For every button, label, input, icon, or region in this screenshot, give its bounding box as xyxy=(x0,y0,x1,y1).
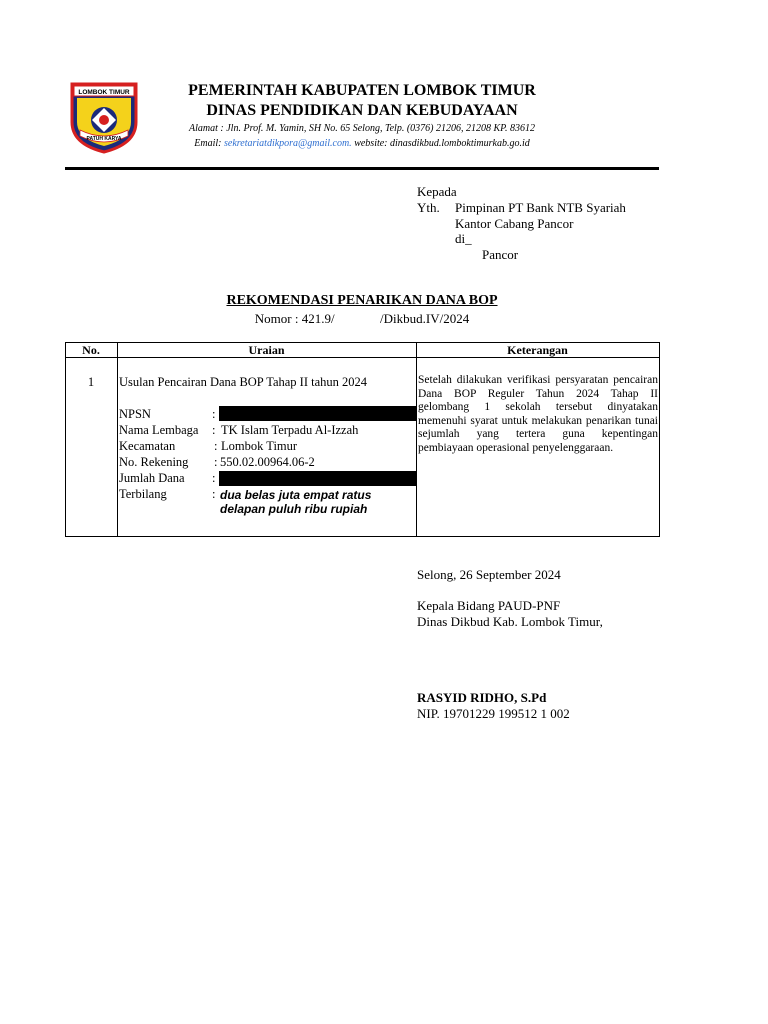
row-title: Usulan Pencairan Dana BOP Tahap II tahun 2024 xyxy=(119,375,368,389)
recipient-line3: di_ xyxy=(455,231,472,246)
header-uraian: Uraian xyxy=(248,343,285,357)
redaction-npsn xyxy=(219,406,416,421)
row-keterangan: Setelah dilakukan verifikasi persyaratan pencairan Dana BOP Reguler Tahun 2024 Tahap II gelombang 1 sekolah tersebut dinyatakan memenuhi syarat untuk melakukan penarikan tunai sejumlah yang tertera guna kepentingan pembiayaan operasional penyelenggaraan. xyxy=(418,374,658,454)
header-no: No. xyxy=(82,343,100,357)
email-link[interactable]: sekretariatdikpora@gmail.com. xyxy=(223,138,352,149)
letterhead-line2: DINAS PENDIDIKAN DAN KEBUDAYAAN xyxy=(206,102,518,119)
letterhead-rule xyxy=(65,167,659,170)
field-sep-no-rekening: : xyxy=(214,455,218,469)
field-value-no-rekening: 550.02.00964.06-2 xyxy=(220,455,315,469)
field-sep-kecamatan: : xyxy=(214,439,218,453)
website-label: website: xyxy=(351,138,391,149)
letterhead-line1: PEMERINTAH KABUPATEN LOMBOK TIMUR xyxy=(188,82,536,99)
recipient-yth: Yth. xyxy=(417,200,440,215)
field-value-nama-lembaga: TK Islam Terpadu Al-Izzah xyxy=(221,423,359,437)
field-sep-npsn: : xyxy=(212,407,216,421)
table-border-bottom xyxy=(65,536,660,537)
recipient-line2: Kantor Cabang Pancor xyxy=(455,216,574,231)
field-sep-nama-lembaga: : xyxy=(212,423,216,437)
field-sep-terbilang: : xyxy=(212,487,216,501)
table-border-left xyxy=(65,342,66,537)
field-value-kecamatan: Lombok Timur xyxy=(221,439,298,453)
regency-logo xyxy=(68,82,140,154)
field-label-nama-lembaga: Nama Lembaga xyxy=(119,423,199,437)
signature-place-date: Selong, 26 September 2024 xyxy=(417,567,561,582)
website-text: dinasdikbud.lomboktimurkab.go.id xyxy=(390,138,530,149)
email-label: Email: xyxy=(194,138,224,149)
document-number: Nomor : 421.9/ /Dikbud.IV/2024 xyxy=(254,311,470,326)
row-no: 1 xyxy=(87,375,95,389)
signature-position1: Kepala Bidang PAUD-PNF xyxy=(417,598,561,613)
table-col-divider-2 xyxy=(416,342,417,537)
field-label-npsn: NPSN xyxy=(119,407,151,421)
table-col-divider-1 xyxy=(117,342,118,537)
field-label-no-rekening: No. Rekening xyxy=(119,455,189,469)
redaction-jumlah-dana xyxy=(219,471,416,486)
logo-text-bottom: PATUH KARYA xyxy=(86,136,122,142)
recipient-kepada: Kepada xyxy=(417,184,457,199)
recipient-line4: Pancor xyxy=(482,247,519,262)
logo-text-top: LOMBOK TIMUR xyxy=(78,89,130,96)
document-title: REKOMENDASI PENARIKAN DANA BOP xyxy=(226,293,498,308)
table-border-right xyxy=(659,342,660,537)
signature-nip: NIP. 19701229 199512 1 002 xyxy=(417,706,570,721)
signature-position2: Dinas Dikbud Kab. Lombok Timur, xyxy=(417,614,603,629)
field-label-kecamatan: Kecamatan xyxy=(119,439,176,453)
signature-name: RASYID RIDHO, S.Pd xyxy=(417,690,547,705)
header-keterangan: Keterangan xyxy=(507,343,568,357)
letterhead-address: Alamat : Jln. Prof. M. Yamin, SH No. 65 Selong, Telp. (0376) 21206, 21208 KP. 83612 xyxy=(189,123,535,134)
field-label-jumlah-dana: Jumlah Dana xyxy=(119,471,185,485)
field-label-terbilang: Terbilang xyxy=(119,487,167,501)
letterhead-contact xyxy=(162,137,562,150)
field-value-terbilang: dua belas juta empat ratus delapan puluh ribu rupiah xyxy=(220,488,372,516)
field-sep-jumlah-dana: : xyxy=(212,471,216,485)
recipient-line1: Pimpinan PT Bank NTB Syariah xyxy=(455,200,626,215)
